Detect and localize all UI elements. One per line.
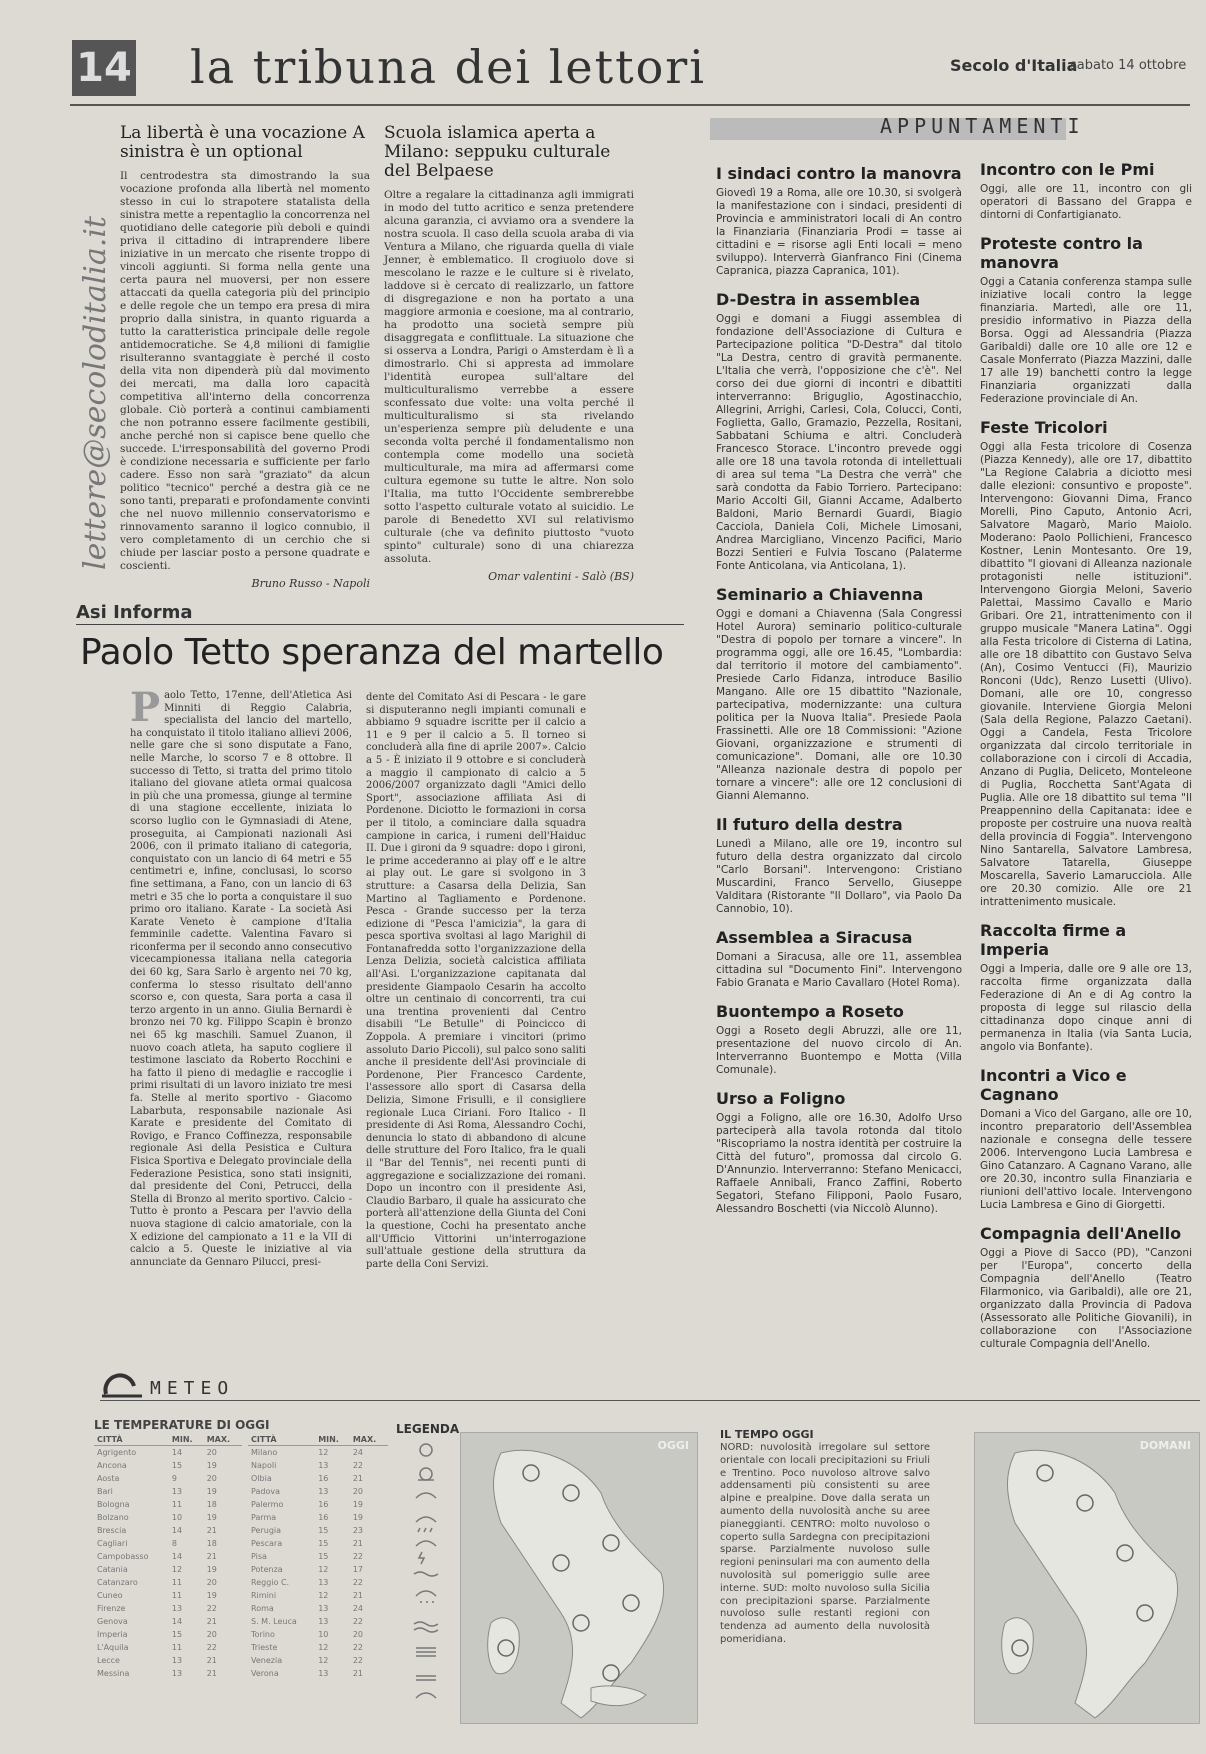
map-label-tomorrow: DOMANI <box>1139 1439 1191 1452</box>
max-cell: 22 <box>352 1552 364 1561</box>
meteo-rule <box>100 1400 1200 1401</box>
table-row <box>248 1550 388 1563</box>
city-cell: Aosta <box>97 1474 120 1483</box>
letter-2 <box>384 124 634 583</box>
min-cell: 13 <box>318 1487 329 1496</box>
city-cell: Napoli <box>251 1461 277 1470</box>
table-row <box>94 1524 242 1537</box>
appointment-title: Il futuro della destra <box>716 815 903 834</box>
max-cell: 22 <box>352 1578 364 1587</box>
table-row <box>248 1537 388 1550</box>
appointment-title: Compagnia dell'Anello <box>980 1224 1182 1243</box>
max-cell: 22 <box>206 1604 217 1613</box>
publication-name: Secolo d'Italia <box>950 56 1078 75</box>
table-row <box>248 1602 388 1615</box>
table-row <box>248 1641 388 1654</box>
city-cell: Palermo <box>251 1500 284 1509</box>
min-cell: 11 <box>171 1578 183 1587</box>
table-row <box>94 1485 242 1498</box>
city-cell: Verona <box>251 1669 279 1678</box>
max-cell: 21 <box>352 1539 364 1548</box>
max-cell: 21 <box>206 1526 217 1535</box>
max-cell: 22 <box>352 1461 364 1470</box>
min-cell: 13 <box>171 1656 183 1665</box>
appointment-body: Oggi e domani a Chiavenna (Sala Congressi Hotel Aurora) seminario politico-culturale "Destra di popolo per tornare a vincere". In programma oggi, alle ore 16.45, "Lombardia: dal territorio il motore del cambiamento". Presiede Carlo Fidanza, introduce Basilio Mangano. Alle ore 15 dibattito "Nazionale, partecipativa, modernizzante: una cultura politica per la Nuova Italia". Presiede Paola Frassinetti. Alle ore 18 Commissioni: "Azione Giovani, organizzazione e strumenti di comunicazione". Domani, alle ore 10.30 "Alleanza nazionale destra di popolo per tornare a vincere": alle ore 12 conclusioni di Gianni Alemanno. <box>716 608 962 802</box>
max-cell: 21 <box>206 1617 217 1626</box>
appointment-body: Lunedì a Milano, alle ore 19, incontro sul futuro della destra organizzato dal circolo "Carlo Borsani". Intervengono: Cristiano Muscardini, Franco Servello, Giuseppe Valditara (Ristorante "Il Dollaro", via Paolo Da Cannobio, 10). <box>716 838 962 915</box>
table-row <box>94 1446 242 1460</box>
appointment-item <box>716 1002 962 1077</box>
city-cell: Campobasso <box>97 1552 149 1561</box>
table-row <box>94 1550 242 1563</box>
max-cell: 24 <box>352 1448 364 1457</box>
max-cell: 20 <box>206 1578 217 1587</box>
temperatures-title: LE TEMPERATURE DI OGGI <box>94 1418 270 1432</box>
dropcap: P <box>130 690 161 731</box>
max-cell: 20 <box>206 1474 217 1483</box>
min-cell: 13 <box>318 1669 329 1678</box>
city-cell: Cagliari <box>97 1539 128 1548</box>
col-header: MIN. <box>169 1434 204 1446</box>
appointment-title: Assemblea a Siracusa <box>716 928 913 947</box>
city-cell: Torino <box>251 1630 275 1639</box>
max-cell: 20 <box>352 1487 364 1496</box>
appointment-item <box>716 585 962 803</box>
max-cell: 19 <box>206 1565 217 1574</box>
max-cell: 20 <box>352 1630 364 1639</box>
col-header: CITTÀ <box>94 1434 169 1446</box>
table-row <box>94 1589 242 1602</box>
max-cell: 19 <box>352 1500 364 1509</box>
appointment-body: Oggi a Catania conferenza stampa sulle iniziative locali contro la legge finanziaria. Martedì, alle ore 11, presidio informativo in Piazza della Borsa. Oggi ad Alessandria (Piazza Garibaldi) dalle ore 10 alle ore 12 e Casale Monferrato (Piazza Mazzini, dalle 17 alle 19) banchetti contro la legge Finanziaria organizzati dalla Federazione provinciale di An. <box>980 276 1192 405</box>
min-cell: 13 <box>171 1669 183 1678</box>
table-row <box>248 1563 388 1576</box>
table-row <box>248 1498 388 1511</box>
city-cell: L'Aquila <box>97 1643 129 1652</box>
min-cell: 15 <box>318 1539 329 1548</box>
max-cell: 19 <box>206 1461 217 1470</box>
table-row <box>94 1576 242 1589</box>
appointment-body: Oggi e domani a Fiuggi assemblea di fondazione dell'Associazione di Cultura e Partecipazione politica "D-Destra" dal titolo "La Destra, centro di gravità permanente. L'Italia che verrà, l'opposizione che c'è". Nel corso dei due giorni di incontri e dibattiti interverranno: Briguglio, Agostinacchio, Allegrini, Arrighi, Carlesi, Cola, Colucci, Conti, Foglietta, Gallo, Gramazio, Pezzella, Rositani, Sabbatani Schiuma e altri. Concluderà Francesco Storace. L'incontro prevede oggi alle ore 18 una tavola rotonda di intellettuali di area sul tema "La Destra che verrà" che sarà condotta da Fabio Torriero. Partecipano: Mario Accolti Gil, Gianni Accame, Adalberto Baldoni, Mario Bernardi Guardi, Biagio Cacciola, Daniela Coli, Michele Limosani, Andrea Marcigliano, Vincenzo Pacifici, Mario Bozzi Sentieri e Fulvia Toscano (Palaterme Fonte Anticolana, via Anticolana, 1). <box>716 313 962 572</box>
appointment-body: Giovedì 19 a Roma, alle ore 10.30, si svolgerà la manifestazione con i sindaci, presidenti di Provincia e amministratori locali di An contro la Finanziaria (Finanziaria Prodi = tasse ai cittadini e = risorse agli Enti locali = meno sviluppo). Interverrà Gianfranco Fini (Cinema Capranica, piazza Capranica, 101). <box>716 187 962 277</box>
city-cell: Reggio C. <box>251 1578 290 1587</box>
appointment-body: Oggi, alle ore 11, incontro con gli operatori di Bassano del Grappa e dintorni di Confartigianato. <box>980 183 1192 221</box>
issue-date: sabato 14 ottobre <box>1070 58 1187 73</box>
meteo-logo-icon <box>100 1372 144 1402</box>
appointment-title: Incontri a Vico e Cagnano <box>980 1066 1127 1104</box>
min-cell: 12 <box>318 1656 329 1665</box>
col-header: CITTÀ <box>248 1434 315 1446</box>
page-number: 14 <box>72 40 136 96</box>
city-cell: Genova <box>97 1617 128 1626</box>
appointment-item <box>716 164 962 278</box>
appointment-body: Domani a Vico del Gargano, alle ore 10, incontro preparatorio dell'Assemblea nazionale e consegna delle tessere 2006. Intervengono Lucia Lambresa e Gino Catanzaro. A Cagnano Varano, alle ore 20.30, incontro sulla Finanziaria e riunioni dell'attivo locale. Intervengono Lucia Lambresa e Gino di Giorgetti. <box>980 1108 1192 1211</box>
appointment-item <box>716 928 962 990</box>
appointment-body: Oggi a Imperia, dalle ore 9 alle ore 13, raccolta firme organizzata dalla Federazione di An e di Ag contro la proposta di legge sul rilascio della cittadinanza dopo cinque anni di permanenza in Italia (via Santa Lucia, angolo via Bonfante). <box>980 963 1192 1053</box>
table-row <box>248 1485 388 1498</box>
city-cell: Roma <box>251 1604 274 1613</box>
table-row <box>94 1563 242 1576</box>
appointment-title: Proteste contro la manovra <box>980 234 1143 272</box>
city-cell: Catanzaro <box>97 1578 138 1587</box>
max-cell: 23 <box>352 1526 364 1535</box>
city-cell: Imperia <box>97 1630 128 1639</box>
city-cell: Catania <box>97 1565 128 1574</box>
max-cell: 18 <box>206 1539 217 1548</box>
col-header: MAX. <box>350 1434 388 1446</box>
letter-title: Scuola islamica aperta a Milano: seppuku culturale del Belpaese <box>384 123 611 181</box>
letter-signature: Bruno Russo - Napoli <box>251 577 370 590</box>
min-cell: 11 <box>171 1591 183 1600</box>
appointment-item <box>980 418 1192 909</box>
city-cell: Trieste <box>251 1643 278 1652</box>
appointment-body: Oggi a Foligno, alle ore 16.30, Adolfo Urso parteciperà alla tavola rotonda dal titolo "Riscopriamo la nostra identità per costruire la Città del futuro", promossa dal circolo G. D'Annunzio. Interverranno: Stefano Menicacci, Raffaele Annibali, Franco Zaffini, Roberto Segatori, Stefano Filipponi, Paolo Fusaro, Alessandro Boschetti (via Niccolò Alunno). <box>716 1112 962 1215</box>
appointment-item <box>980 234 1192 406</box>
article-col-2 <box>366 692 586 1362</box>
max-cell: 19 <box>206 1591 217 1600</box>
appointment-item <box>980 1224 1192 1351</box>
min-cell: 12 <box>171 1565 183 1574</box>
table-row <box>248 1589 388 1602</box>
appointment-title: I sindaci contro la manovra <box>716 164 962 183</box>
letter-body: Il centrodestra sta dimostrando la sua vocazione profonda alla libertà nel momento stesso in cui lo strapotere statalista della sinistra mette a repentaglio la concorrenza nel quotidiano delle categorie più deboli e quindi priva il cittadino di intraprendere libere iniziative in un mercato che risente troppo di vincoli aggiunti. Si forma nella gente una certa paura nel muoversi, per non essere attaccati da quella categoria più del principio e delle regole che un tempo era presa di mira proprio dalla sinistra, in quanto riguarda a tutto la caratteristica principale delle regole antidemocratiche. Se 4,8 milioni di famiglie risulteranno svantaggiate è perché il costo della vita non dipenderà più dal movimento dei mercati, ma dalla loro capacità competitiva all'interno della concorrenza globale. Ciò porterà a continui cambiamenti che non potranno essere facilmente gestibili, anche perché non si capisce bene quello che succede. L'irresponsabilità del governo Prodi è condizione necessaria e sufficiente per farlo cadere. Esso non sarà "graziato" da alcun politico "tecnico" perché a destra già ce ne sono tanti, preparati e profondamente convinti che nel nuovo millennio conservatorismo e rinnovamento saranno il logico connubio, il vero completamento di un cerchio che si chiude per lasciar posto a persone quadrate e coscienti. <box>120 170 370 572</box>
letter-title: La libertà è una vocazione A sinistra è un optional <box>120 123 365 162</box>
appointment-body: Domani a Siracusa, alle ore 11, assemblea cittadina sul "Documento Fini". Intervengono Fabio Granata e Mario Cavallaro (Hotel Roma). <box>716 951 962 989</box>
max-cell: 24 <box>352 1604 364 1613</box>
min-cell: 13 <box>318 1461 329 1470</box>
min-cell: 13 <box>171 1604 183 1613</box>
min-cell: 16 <box>318 1474 329 1483</box>
max-cell: 20 <box>206 1630 217 1639</box>
city-cell: Bari <box>97 1487 113 1496</box>
appointment-title: Buontempo a Roseto <box>716 1002 904 1021</box>
table-row <box>94 1615 242 1628</box>
meteo-title: METEO <box>150 1378 235 1399</box>
min-cell: 8 <box>171 1539 178 1548</box>
max-cell: 21 <box>206 1669 217 1678</box>
city-cell: Brescia <box>97 1526 127 1535</box>
article-text: aolo Tetto, 17enne, dell'Atletica Asi Minniti di Reggio Calabria, specialista del lancio del martello, ha conquistato il titolo italiano allievi 2006, nelle gare che si sono disputate a Fano, nelle Marche, lo scorso 7 e 8 ottobre. Il successo di Tetto, si tratta del primo titolo italiano del giovane atleta ormai qualcosa in più che una promessa, giunge al termine di una stagione eccellente, iniziata lo scorso luglio con le Gymnasiadi di Atene, proseguita, ai Campionati nazionali Asi 2006, con il primato italiano di categoria, conquistato con un lancio di 64 metri e 55 centimetri e, infine, conclusasi, lo scorso fine settimana, a Fano, con un lancio di 63 metri e 35 che lo porta a conquistare il suo primo oro italiano. Karate - La società Asi Karate Veneto è campione d'Italia femminile cadette. Valentina Favaro si riconferma per il secondo anno consecutivo vicecampionessa italiana nella categoria dei 60 kg, Sara Sarlo è argento nei 70 kg, conferma lo stesso risultato dell'anno scorso e, con questa, Sara porta a casa il terzo argento in un anno. Giulia Bernardi è bronzo nei 70 kg. Filippo Scapin è bronzo nei 65 kg maschili. Samuel Zuanon, il nuovo coach atleta, ha saputo cogliere il testimone lasciato da Roberto Rocchini e ha fatto il pieno di medaglie e raccoglie i primi risultati di un lavoro iniziato tre mesi fa. Stelle al merito sportivo - Giacomo Labarbuta, responsabile nazionale Asi Karate e presidente del Comitato di Rovigo, e Franco Coffinezza, responsabile regionale Asi della Pesistica e Cultura Fisica Sportiva e Delegato provinciale della Federazione Pesistica, sono stati insigniti, dal presidente del Coni, Petrucci, della Stella di Bronzo al merito sportivo. Calcio - Tutto è pronto a Pescara per l'avvio della nuova stagione di calcio amatoriale, con la X edizione del campionato a 11 e la VII di calcio a 5. Queste le iniziative al via annunciate da Gennaro Pilucci, presi- <box>130 690 352 1268</box>
max-cell: 19 <box>352 1513 364 1522</box>
city-cell: Messina <box>97 1669 130 1678</box>
appointment-item <box>716 815 962 916</box>
article-rubric: Asi Informa <box>76 602 193 623</box>
article-headline: Paolo Tetto speranza del martello <box>80 632 664 673</box>
min-cell: 15 <box>318 1526 329 1535</box>
appuntamenti-label: APPUNTAMENTI <box>880 114 1085 138</box>
appointment-title: D-Destra in assemblea <box>716 290 921 309</box>
col-header: MIN. <box>315 1434 350 1446</box>
city-cell: Lecce <box>97 1656 120 1665</box>
appointment-item <box>716 290 962 573</box>
appointment-item <box>980 1066 1192 1212</box>
max-cell: 21 <box>352 1591 364 1600</box>
table-row <box>248 1524 388 1537</box>
max-cell: 19 <box>206 1513 217 1522</box>
city-cell: Pescara <box>251 1539 283 1548</box>
appointment-body: Oggi a Roseto degli Abruzzi, alle ore 11, presentazione del nuovo circolo di An. Interverranno Buontempo e Motta (Villa Comunale). <box>716 1025 962 1076</box>
max-cell: 22 <box>352 1643 364 1652</box>
max-cell: 21 <box>352 1669 364 1678</box>
min-cell: 11 <box>171 1643 183 1652</box>
min-cell: 13 <box>318 1604 329 1613</box>
table-row <box>248 1472 388 1485</box>
min-cell: 12 <box>318 1565 329 1574</box>
max-cell: 17 <box>352 1565 364 1574</box>
legend-title: LEGENDA <box>396 1422 460 1436</box>
table-row <box>248 1654 388 1667</box>
min-cell: 15 <box>171 1461 183 1470</box>
min-cell: 14 <box>171 1552 183 1561</box>
min-cell: 12 <box>318 1643 329 1652</box>
min-cell: 16 <box>318 1513 329 1522</box>
col-header: MAX. <box>204 1434 242 1446</box>
weather-map-today <box>460 1432 698 1724</box>
table-row <box>94 1628 242 1641</box>
header-rule <box>70 104 1190 106</box>
table-row <box>94 1472 242 1485</box>
min-cell: 12 <box>318 1448 329 1457</box>
appointment-title: Seminario a Chiavenna <box>716 585 924 604</box>
weather-forecast-text: NORD: nuvolosità irregolare sul settore orientale con locali precipitazioni su Friuli e Trentino. Poco nuvoloso altrove salvo addensamenti più consistenti su aree alpine e prealpine. Dove dalla serata un aumento della nuvolosità anche su aree pianeggianti. CENTRO: molto nuvoloso o coperto sulla Sardegna con precipitazioni sparse. Parzialmente nuvoloso sulle regioni peninsulari ma con aumento della nuvolosità sul pomeriggio sulle aree interne. SUD: molto nuvoloso sulla Sicilia con precipitazioni sparse. Parzialmente nuvoloso sulle restanti regioni con tendenza ad aumento della nuvolosità pomeridiana. <box>720 1442 930 1645</box>
map-label-today: OGGI <box>657 1439 689 1452</box>
appointment-item <box>716 1089 962 1216</box>
city-cell: Venezia <box>251 1656 283 1665</box>
table-row <box>94 1537 242 1550</box>
city-cell: Padova <box>251 1487 280 1496</box>
city-cell: Pisa <box>251 1552 267 1561</box>
appointment-title: Feste Tricolori <box>980 418 1108 437</box>
min-cell: 14 <box>171 1617 183 1626</box>
appointment-body: Oggi alla Festa tricolore di Cosenza (Piazza Kennedy), alle ore 17, dibattito "La Regione Calabria a diciotto mesi dalle elezioni: consuntivo e proposte". Intervengono: Giovanni Dima, Franco Morelli, Pino Caputo, Antonio Acri, Salvatore Magarò, Mario Maiolo. Moderano: Paolo Pollichieni, Francesco Kostner, Lenin Montesanto. Ore 19, dibattito "I giovani di Alleanza nazionale protagonisti nelle istituzioni". Intervengono Giorgia Meloni, Saverio Palettai, Massimo Cavallo e Mario Gribari. Ore 21, intrattenimento con il gruppo musicale "Manera Latina". Oggi alla Festa tricolore di Cisterna di Latina, alle ore 18 dibattito con Gustavo Selva (An), Cosimo Ventucci (Fi), Maurizio Ronconi (Udc), Renzo Lusetti (Ulivo). Domani, alle ore 10, congresso giovanile. Interviene Giorgia Meloni (Sala della Regione, Palazzo Caetani). Oggi a Candela, Festa Tricolore organizzata dal circolo territoriale in collaborazione con i circoli di Accadia, Anzano di Puglia, Deliceto, Monteleone di Puglia, Rocchetta Sant'Agata di Puglia. Alle ore 18 dibattito sul tema "Il Preappennino della Capitanata: idee e proposte per costruire una nuova realtà della provincia di Foggia". Intervengono Nino Santarella, Salvatore Lambresa, Salvatore Tatarella, Giuseppe Moscarella, Saverio Lamarucciola. Alle ore 20.30 comizio. Alle ore 21 intrattenimento musicale. <box>980 441 1192 908</box>
min-cell: 10 <box>318 1630 329 1639</box>
min-cell: 13 <box>318 1617 329 1626</box>
letter-1 <box>120 124 370 590</box>
appointment-item <box>980 160 1192 222</box>
table-row <box>248 1667 388 1680</box>
table-row <box>94 1498 242 1511</box>
table-row <box>94 1511 242 1524</box>
min-cell: 14 <box>171 1448 183 1457</box>
city-cell: Agrigento <box>97 1448 137 1457</box>
appointment-item <box>980 921 1192 1054</box>
city-cell: S. M. Leuca <box>251 1617 297 1626</box>
table-row <box>94 1602 242 1615</box>
letter-body: Oltre a regalare la cittadinanza agli immigrati in modo del tutto acritico e senza pretendere alcuna garanzia, ci avviamo ora a svendere la nostra scuola. Il caso della scuola araba di via Ventura a Milano, che riguarda quella di viale Jenner, è emblematico. Il crogiuolo dove si mescolano le razze e le culture si è rivelato, laddove si è cercato di realizzarlo, un fattore di disgregazione e non ha portato a una maggiore armonia e coesione, ma al contrario, ha prodotto una società sempre più disaggregata e conflittuale. La situazione che si osserva a Londra, Parigi o Amsterdam è lì a dimostrarlo. Chi si appresta ad immolare l'identità europea sull'altare del multiculturalismo verrebbe a essere sconfessato due volte: una volta perché il multiculturalismo si sta rivelando un'esperienza sempre più deludente e una seconda volta perché il fondamentalismo non contempla come modello una società multiculturale, ma mira ad affermarsi come cultura egemone su tutte le altre. Non solo l'Italia, ma tutto l'Occidente sembrerebbe sotto l'aspetto culturale votato al suicidio. Le parole di Benedetto XVI sul relativismo culturale (che va definito piuttosto "vuoto spinto" culturale) sono di una chiarezza assoluta. <box>384 189 634 565</box>
table-row <box>248 1615 388 1628</box>
appuntamenti-col-right <box>980 160 1192 1360</box>
table-row <box>94 1459 242 1472</box>
legend-icons <box>404 1440 448 1710</box>
table-row <box>248 1628 388 1641</box>
rubric-rule <box>76 624 684 625</box>
max-cell: 22 <box>206 1643 217 1652</box>
min-cell: 16 <box>318 1500 329 1509</box>
city-cell: Olbia <box>251 1474 272 1483</box>
city-cell: Perugia <box>251 1526 282 1535</box>
max-cell: 19 <box>206 1487 217 1496</box>
section-title: la tribuna dei lettori <box>190 40 706 94</box>
table-row <box>94 1641 242 1654</box>
city-cell: Parma <box>251 1513 277 1522</box>
city-cell: Ancona <box>97 1461 127 1470</box>
min-cell: 9 <box>171 1474 178 1483</box>
table-row <box>248 1459 388 1472</box>
article-col-1 <box>130 690 352 1360</box>
city-cell: Cuneo <box>97 1591 123 1600</box>
appointment-title: Raccolta firme a Imperia <box>980 921 1127 959</box>
city-cell: Rimini <box>251 1591 277 1600</box>
city-cell: Firenze <box>97 1604 126 1613</box>
max-cell: 22 <box>352 1656 364 1665</box>
city-cell: Bologna <box>97 1500 130 1509</box>
min-cell: 13 <box>171 1487 183 1496</box>
max-cell: 21 <box>206 1552 217 1561</box>
min-cell: 10 <box>171 1513 183 1522</box>
min-cell: 15 <box>171 1630 183 1639</box>
table-row <box>248 1446 388 1460</box>
min-cell: 12 <box>318 1591 329 1600</box>
appuntamenti-col-left <box>716 164 962 1360</box>
min-cell: 15 <box>318 1552 329 1561</box>
min-cell: 14 <box>171 1526 183 1535</box>
weather-forecast-title: IL TEMPO OGGI <box>720 1428 814 1441</box>
table-row <box>94 1654 242 1667</box>
appointment-title: Incontro con le Pmi <box>980 160 1155 179</box>
appointment-body: Oggi a Piove di Sacco (PD), "Canzoni per l'Europa", concerto della Compagnia dell'Anello (Teatro Filarmonico, via Garibaldi), alle ore 21, organizzato dalla Provincia di Padova (Assessorato alle Politiche Giovanili), in collaborazione con l'Associazione culturale Compagnia dell'Anello. <box>980 1247 1192 1350</box>
min-cell: 11 <box>171 1500 183 1509</box>
max-cell: 20 <box>206 1448 217 1457</box>
article-text: dente del Comitato Asi di Pescara - le gare si disputeranno negli impianti comunali e abbiamo 9 squadre iscritte per il calcio a 11 e 9 per il calcio a 5. Il torneo si concluderà alla fine di aprile 2007». Calcio a 5 - È iniziato il 9 ottobre e si concluderà a maggio il campionato di calcio a 5 2006/2007 organizzato dagli "Amici dello Sport", associazione affiliata Asi di Pordenone. Diciotto le formazioni in corsa per il titolo, a cominciare dalla squadra campione in carica, i rumeni dell'Haiduc II. Due i gironi da 9 squadre: dopo i gironi, le prime accederanno ai play off e le altre ai play out. Le gare si svolgono in 3 strutture: a Casarsa della Delizia, San Martino al Tagliamento e Pordenone. Pesca - Grande successo per la terza edizione di "Pesca l'amicizia", la gara di pesca sportiva svoltasi al lago Marighil di Fontanafredda sotto l'organizzazione della Lenza Delizia, società calcistica affiliata all'Asi. L'organizzazione capitanata dal presidente Giampaolo Cesarin ha accolto oltre un centinaio di concorrenti, tra cui una trentina provenienti dal Centro disabili "Le Betulle" di Poincicco di Zoppola. A premiare i vincitori (primo assoluto Dario Piccoli), sul palco sono saliti anche il presidente dell'Asi provinciale di Pordenone, Pier Francesco Cardente, l'assessore allo sport di Casarsa della Delizia, Simone Frisulli, e il consigliere regionale Luca Ciriani. Foro Italico - Il presidente di Asi Roma, Alessandro Cochi, denuncia lo stato di abbandono di alcune delle strutture del Foro Italico, fra le quali il "Bar del Tennis", nei recenti punti di aggregazione e socializzazione dei romani. Dopo un incontro con il presidente Asi, Claudio Barbaro, il quale ha assicurato che porterà all'attenzione della Giunta del Coni la questione, Cochi ha presentato anche all'Ufficio Vittorini un'interrogazione sull'attuale gestione della struttura da parte della Coni Servizi. <box>366 692 586 1270</box>
max-cell: 21 <box>352 1474 364 1483</box>
letter-signature: Omar valentini - Salò (BS) <box>488 570 634 583</box>
temperature-table-left <box>94 1434 242 1680</box>
weather-map-tomorrow <box>974 1432 1200 1724</box>
city-cell: Milano <box>251 1448 278 1457</box>
appointment-title: Urso a Foligno <box>716 1089 846 1108</box>
min-cell: 13 <box>318 1578 329 1587</box>
temperature-table-right <box>248 1434 388 1680</box>
table-row <box>94 1667 242 1680</box>
table-row <box>248 1576 388 1589</box>
city-cell: Bolzano <box>97 1513 129 1522</box>
table-row <box>248 1511 388 1524</box>
max-cell: 18 <box>206 1500 217 1509</box>
max-cell: 21 <box>206 1656 217 1665</box>
max-cell: 22 <box>352 1617 364 1626</box>
letters-email: lettere@secoloditalia.it <box>78 216 113 570</box>
city-cell: Potenza <box>251 1565 283 1574</box>
